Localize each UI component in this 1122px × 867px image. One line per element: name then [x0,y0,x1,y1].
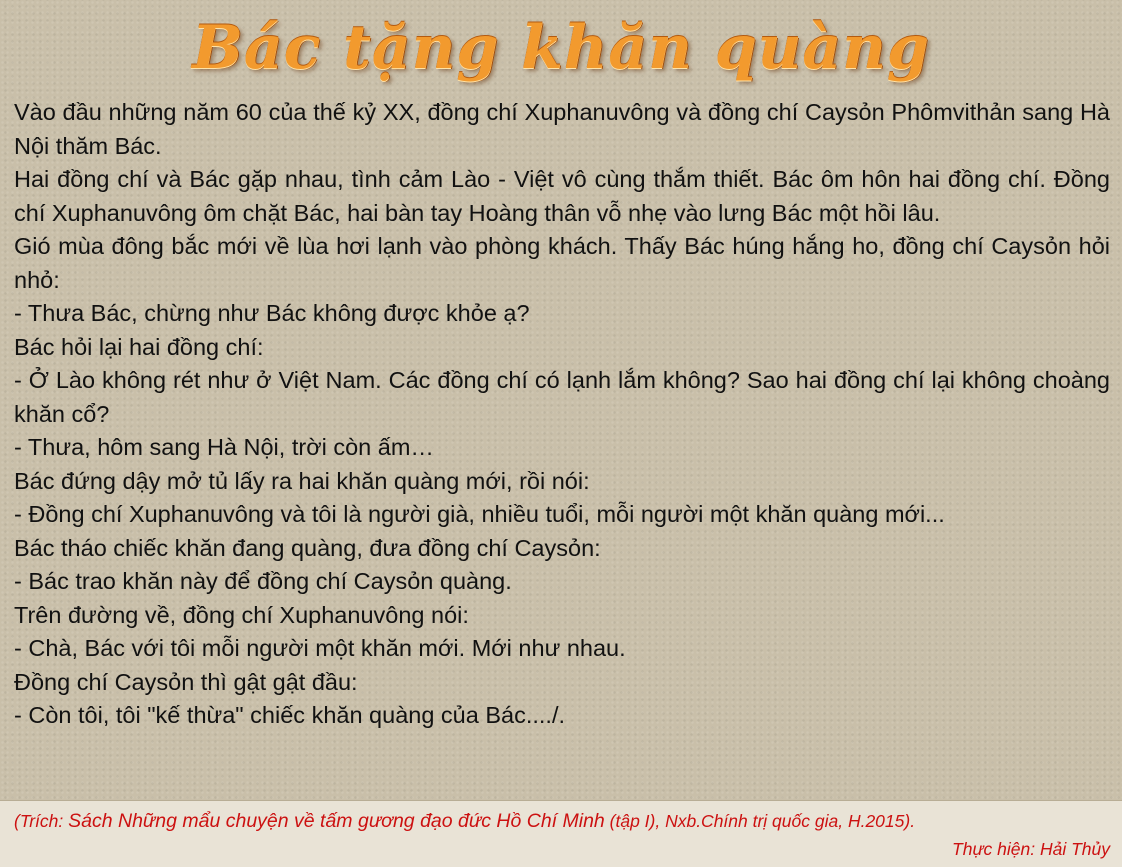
story-paragraph: - Ở Lào không rét như ở Việt Nam. Các đồng chí có lạnh lắm không? Sao hai đồng chí lại không choàng khăn cổ? [14,367,1110,427]
story-paragraph: Vào đầu những năm 60 của thế kỷ XX, đồng chí Xuphanuvông và đồng chí Caysỏn Phômvithản sang Hà Nội thăm Bác. [14,99,1110,159]
story-paragraph: Gió mùa đông bắc mới về lùa hơi lạnh vào phòng khách. Thấy Bác húng hắng ho, đồng chí Caysỏn hỏi nhỏ: [14,233,1110,293]
story-paragraph: - Còn tôi, tôi "kế thừa" chiếc khăn quàng của Bác..../. [14,702,566,728]
story-paragraph: - Thưa Bác, chừng như Bác không được khỏe ạ? [14,300,530,326]
citation-publisher: Nxb.Chính trị quốc gia, H.2015). [665,811,916,831]
story-paragraph: - Bác trao khăn này để đồng chí Caysỏn quàng. [14,568,512,594]
story-paragraph: - Đồng chí Xuphanuvông và tôi là người già, nhiều tuổi, mỗi người một khăn quàng mới... [14,501,945,527]
citation-name: Hồ Chí Minh [496,810,605,832]
citation [14,809,1110,833]
story-paragraph: Hai đồng chí và Bác gặp nhau, tình cảm Lào - Việt vô cùng thắm thiết. Bác ôm hôn hai đồng chí. Đồng chí Xuphanuvông ôm chặt Bác, hai bàn tay Hoàng thân vỗ nhẹ vào lưng Bác một hồi lâu. [14,166,1110,226]
story-text [14,96,1110,798]
story-paragraph: Bác tháo chiếc khăn đang quàng, đưa đồng chí Caysỏn: [14,534,601,561]
citation-book: Sách Những mẩu chuyện về tấm gương đạo đức [68,810,497,832]
story-paragraph: Bác đứng dậy mở tủ lấy ra hai khăn quàng mới, rồi nói: [14,467,590,494]
story-paragraph: Đồng chí Caysỏn thì gật gật đầu: [14,668,358,695]
story-paragraph: - Chà, Bác với tôi mỗi người một khăn mới. Mới như nhau. [14,635,626,661]
story-paragraph: Bác hỏi lại hai đồng chí: [14,333,264,360]
citation-prefix: (Trích: [14,811,69,831]
story-paragraph: - Thưa, hôm sang Hà Nội, trời còn ấm… [14,434,434,460]
citation-volume: (tập I), [604,811,666,831]
credit: Thực hiện: Hải Thủy [952,839,1110,859]
page-title: Bác tặng khăn quàng [192,13,930,83]
story-paragraph: Trên đường về, đồng chí Xuphanuvông nói: [14,601,469,628]
footer [0,800,1122,867]
